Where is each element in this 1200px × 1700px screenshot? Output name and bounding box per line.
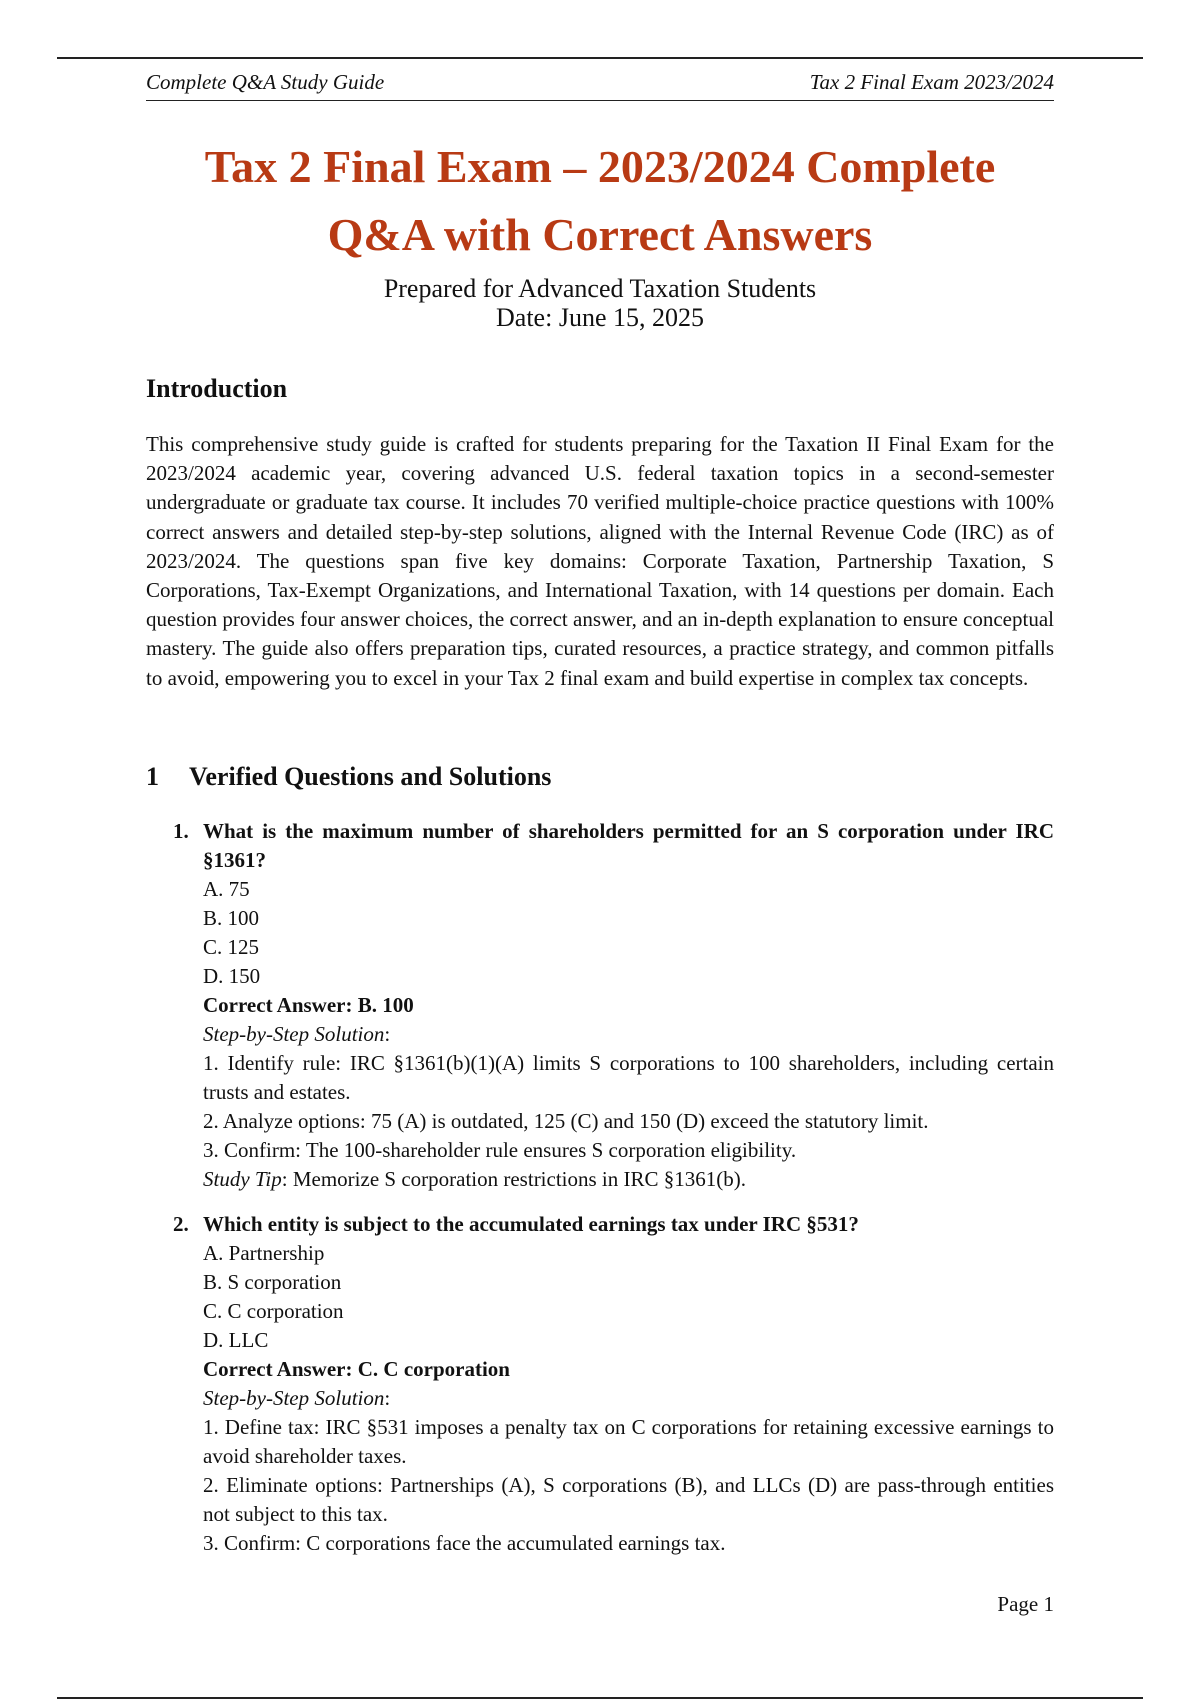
document-date: Date: June 15, 2025 [496, 303, 704, 332]
question-text: Which entity is subject to the accumulated earnings tax under IRC §531? [203, 1212, 859, 1236]
correct-answer [203, 991, 1054, 1020]
top-rule [57, 57, 1143, 59]
solution-heading: Step-by-Step Solution: [203, 1022, 391, 1046]
correct-answer-label: Correct Answer: [203, 1357, 353, 1381]
question-number: 2. [173, 1212, 189, 1236]
running-head-left: Complete Q&A Study Guide [146, 70, 385, 94]
question-header [173, 1210, 1054, 1239]
choice-b: B. S corporation [203, 1270, 342, 1294]
subtitle-block [146, 274, 1054, 332]
bottom-rule [57, 1697, 1143, 1699]
section-heading [146, 762, 551, 792]
solution-heading: Step-by-Step Solution: [203, 1386, 391, 1410]
question-2 [173, 1210, 1054, 1558]
correct-answer-value: B. 100 [357, 993, 414, 1017]
solution-step-2: 2. Eliminate options: Partnerships (A), S corporations (B), and LLCs (D) are pass-through entities not subject to this tax. [203, 1473, 1054, 1526]
question-body [203, 875, 1054, 1194]
introduction-heading: Introduction [146, 374, 288, 403]
question-body [203, 1239, 1054, 1558]
choice-c: C. 125 [203, 935, 260, 959]
solution-step-1: 1. Identify rule: IRC §1361(b)(1)(A) limits S corporations to 100 shareholders, including certain trusts and estates. [203, 1051, 1054, 1104]
solution-label: Step-by-Step Solution [203, 1022, 385, 1046]
choice-c: C. C corporation [203, 1299, 344, 1323]
choice-d: D. LLC [203, 1328, 269, 1352]
running-head-right: Tax 2 Final Exam 2023/2024 [809, 70, 1054, 94]
choice-d: D. 150 [203, 964, 261, 988]
correct-answer-label: Correct Answer: [203, 993, 353, 1017]
correct-answer-value: C. C corporation [357, 1357, 510, 1381]
correct-answer [203, 1355, 1054, 1384]
section-title: Verified Questions and Solutions [189, 762, 552, 791]
solution-step-3: 3. Confirm: C corporations face the accumulated earnings tax. [203, 1531, 726, 1555]
question-1 [173, 817, 1054, 1194]
choice-a: A. 75 [203, 877, 250, 901]
solution-step-2: 2. Analyze options: 75 (A) is outdated, 125 (C) and 150 (D) exceed the statutory limit. [203, 1109, 929, 1133]
solution-label: Step-by-Step Solution [203, 1386, 385, 1410]
question-number: 1. [173, 819, 189, 843]
question-header [173, 817, 1054, 875]
running-head [146, 70, 1054, 101]
choice-a: A. Partnership [203, 1241, 325, 1265]
introduction-body: This comprehensive study guide is crafted for students preparing for the Taxation II Final Exam for the 2023/2024 academic year, covering advanced U.S. federal taxation topics in a second-semester undergraduate or graduate tax course. It includes 70 verified multiple-choice practice questions with 100% correct answers and detailed step-by-step solutions, aligned with the Internal Revenue Code (IRC) as of 2023/2024. The questions span five key domains: Corporate Taxation, Partnership Taxation, S Corporations, Tax-Exempt Organizations, and International Taxation, with 14 questions per domain. Each question provides four answer choices, the correct answer, and an in-depth explanation to ensure conceptual mastery. The guide also offers preparation tips, curated resources, a practice strategy, and common pitfalls to avoid, empowering you to excel in your Tax 2 final exam and build expertise in complex tax concepts. [146, 432, 1054, 690]
study-tip-text: : Memorize S corporation restrictions in IRC §1361(b). [281, 1167, 747, 1191]
study-tip-label: Study Tip [203, 1167, 282, 1191]
title-line-1: Tax 2 Final Exam – 2023/2024 Complete [204, 141, 996, 192]
section-number: 1 [146, 762, 159, 791]
solution-step-1: 1. Define tax: IRC §531 imposes a penalty tax on C corporations for retaining excessive earnings to avoid shareholder taxes. [203, 1415, 1054, 1468]
title-line-2: Q&A with Correct Answers [327, 209, 873, 260]
solution-step-3: 3. Confirm: The 100-shareholder rule ensures S corporation eligibility. [203, 1138, 797, 1162]
document-title [146, 133, 1054, 269]
page-number: Page 1 [997, 1592, 1054, 1616]
choice-b: B. 100 [203, 906, 260, 930]
prepared-for: Prepared for Advanced Taxation Students [383, 274, 817, 303]
question-text: What is the maximum number of shareholders permitted for an S corporation under IRC §1361? [203, 819, 1054, 872]
study-tip [203, 1165, 1054, 1194]
